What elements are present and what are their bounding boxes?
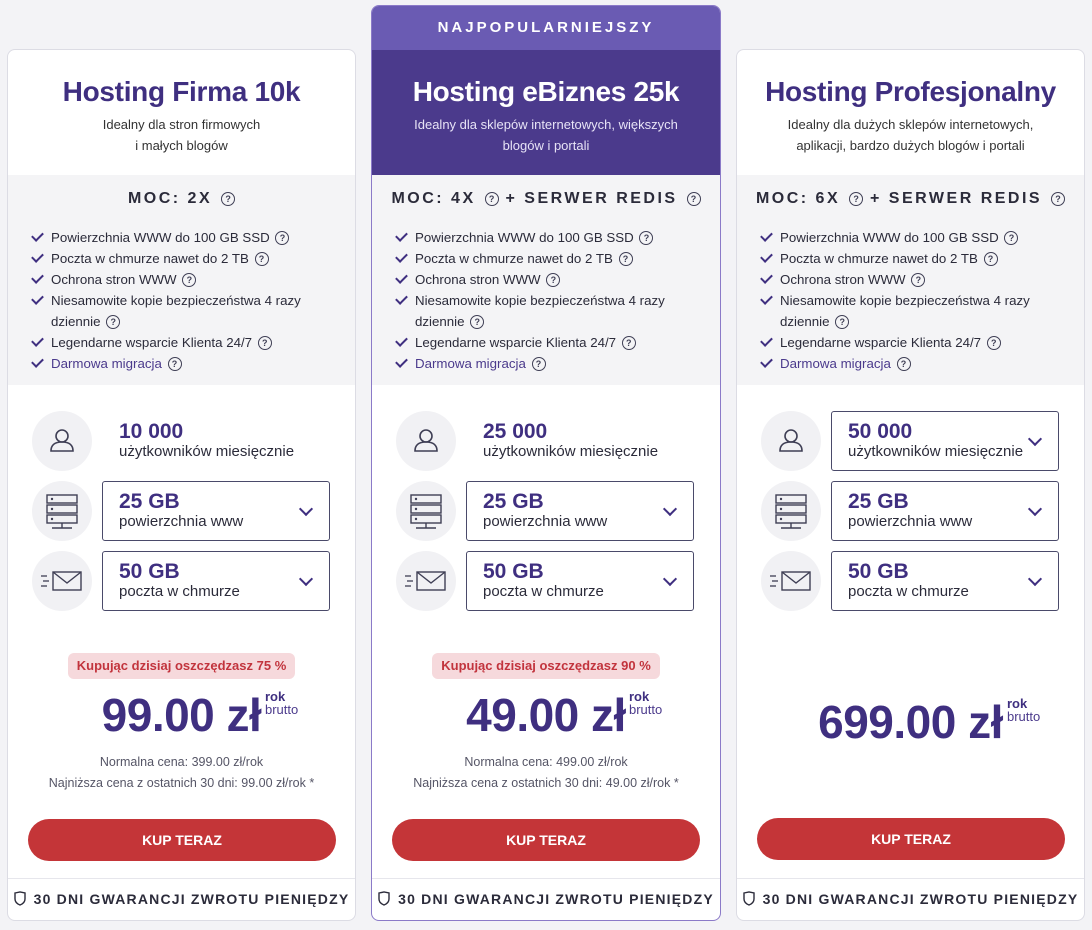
discount-badge: Kupując dzisiaj oszczędzasz 75 % xyxy=(68,653,296,679)
list-item xyxy=(759,227,1066,248)
www-row xyxy=(32,481,355,551)
money-back-guarantee xyxy=(8,878,355,920)
most-popular-ribbon: NAJPOPULARNIEJSZY xyxy=(372,6,720,50)
spec-selectors xyxy=(737,385,1084,621)
feature-text: Legendarne wsparcie Klienta 24/7 xyxy=(51,335,253,350)
www-space-dropdown[interactable] xyxy=(102,481,330,541)
users-value: 25 000 xyxy=(483,420,548,443)
question-circle-icon[interactable]: ? xyxy=(258,336,272,350)
mail-label: poczta w chmurze xyxy=(848,583,969,600)
question-circle-icon[interactable]: ? xyxy=(1004,231,1018,245)
free-migration-link[interactable] xyxy=(30,353,337,374)
mail-space-dropdown[interactable] xyxy=(831,551,1059,611)
users-label: użytkowników miesięcznie xyxy=(119,443,295,460)
user-icon xyxy=(396,411,456,471)
question-circle-icon[interactable]: ? xyxy=(911,273,925,287)
envelope-icon xyxy=(761,551,821,611)
list-item xyxy=(394,290,702,332)
price-period xyxy=(1007,697,1040,723)
price-period xyxy=(265,690,298,716)
check-icon xyxy=(395,229,408,242)
check-icon xyxy=(395,292,408,305)
feature-list xyxy=(372,227,720,374)
power-label xyxy=(737,187,1084,211)
question-circle-icon[interactable]: ? xyxy=(984,252,998,266)
features-section xyxy=(737,175,1084,385)
feature-text: Powierzchnia WWW do 100 GB SSD xyxy=(780,230,999,245)
subtitle-line: aplikacji, bardzo dużych blogów i portali xyxy=(796,138,1025,153)
check-icon xyxy=(395,250,408,263)
list-item xyxy=(30,332,337,353)
price-value: 99.00 zł xyxy=(101,689,262,741)
envelope-icon xyxy=(32,551,92,611)
mail-row xyxy=(396,551,720,621)
power-value: MOC: 4X xyxy=(391,190,476,207)
list-item xyxy=(394,269,702,290)
users-dropdown[interactable] xyxy=(831,411,1059,471)
check-icon xyxy=(31,229,44,242)
question-circle-icon[interactable]: ? xyxy=(639,231,653,245)
list-item xyxy=(759,269,1066,290)
subtitle-line: i małych blogów xyxy=(135,138,228,153)
power-label xyxy=(8,187,355,211)
period-unit: rok xyxy=(1007,696,1028,711)
www-row xyxy=(396,481,720,551)
check-icon xyxy=(760,334,773,347)
www-label: powierzchnia www xyxy=(119,513,244,530)
check-icon xyxy=(31,355,44,368)
power-value: MOC: 2X xyxy=(127,190,213,207)
feature-text: Legendarne wsparcie Klienta 24/7 xyxy=(415,335,617,350)
plan-header xyxy=(8,50,355,175)
question-circle-icon[interactable]: ? xyxy=(987,336,1001,350)
normal-price-info xyxy=(372,752,720,794)
question-circle-icon[interactable]: ? xyxy=(619,252,633,266)
check-icon xyxy=(395,334,408,347)
money-back-guarantee xyxy=(737,878,1084,920)
feature-text: Legendarne wsparcie Klienta 24/7 xyxy=(780,335,982,350)
feature-text: Niesamowite kopie bezpieczeństwa 4 razy dziennie xyxy=(415,293,665,329)
mail-value: 50 GB xyxy=(848,560,909,583)
plan-card-ebiznes-25k xyxy=(371,5,721,921)
price-section xyxy=(737,686,1084,751)
list-item xyxy=(30,290,337,332)
price-value: 699.00 zł xyxy=(818,696,1003,748)
plan-subtitle xyxy=(737,114,1084,156)
power-extra: + SERWER REDIS xyxy=(870,190,1043,207)
mail-row xyxy=(761,551,1084,621)
users-value: 50 000 xyxy=(848,420,913,443)
users-row xyxy=(761,411,1084,481)
question-circle-icon[interactable]: ? xyxy=(897,357,911,371)
list-item xyxy=(759,332,1066,353)
period-gross: brutto xyxy=(629,702,663,717)
users-value: 10 000 xyxy=(119,420,184,443)
feature-text: Ochrona stron WWW xyxy=(780,272,906,287)
www-space-dropdown[interactable] xyxy=(831,481,1059,541)
check-icon xyxy=(31,334,44,347)
power-label xyxy=(372,187,720,211)
normal-price-info xyxy=(8,752,355,794)
mail-label: poczta w chmurze xyxy=(119,583,240,600)
shield-icon xyxy=(378,891,390,906)
free-migration-link[interactable] xyxy=(759,353,1066,374)
question-circle-icon[interactable]: ? xyxy=(221,192,235,206)
buy-now-button[interactable]: KUP TERAZ xyxy=(757,818,1065,860)
buy-now-button[interactable]: KUP TERAZ xyxy=(392,819,700,861)
server-icon xyxy=(761,481,821,541)
plan-header xyxy=(372,50,720,175)
question-circle-icon[interactable]: ? xyxy=(622,336,636,350)
price-line xyxy=(8,686,355,744)
users-label: użytkowników miesięcznie xyxy=(848,443,1024,460)
users-display xyxy=(102,411,330,471)
www-label: powierzchnia www xyxy=(848,513,973,530)
feature-text: Niesamowite kopie bezpieczeństwa 4 razy dziennie xyxy=(51,293,301,329)
www-value: 25 GB xyxy=(483,490,544,513)
list-item xyxy=(759,290,1066,332)
check-icon xyxy=(760,250,773,263)
free-migration-link[interactable] xyxy=(394,353,702,374)
period-gross: brutto xyxy=(265,702,299,717)
mail-label: poczta w chmurze xyxy=(483,583,604,600)
users-row xyxy=(32,411,355,481)
question-circle-icon[interactable]: ? xyxy=(275,231,289,245)
mail-value: 50 GB xyxy=(119,560,180,583)
www-row xyxy=(761,481,1084,551)
period-unit: rok xyxy=(629,689,650,704)
feature-text: Powierzchnia WWW do 100 GB SSD xyxy=(51,230,270,245)
question-circle-icon[interactable]: ? xyxy=(168,357,182,371)
subtitle-line: Idealny dla dużych sklepów internetowych, xyxy=(787,117,1034,132)
server-icon xyxy=(32,481,92,541)
list-item xyxy=(30,269,337,290)
list-item xyxy=(394,248,702,269)
check-icon xyxy=(31,250,44,263)
www-value: 25 GB xyxy=(119,490,180,513)
mail-row xyxy=(32,551,355,621)
question-circle-icon[interactable]: ? xyxy=(532,357,546,371)
price-period xyxy=(629,690,662,716)
check-icon xyxy=(760,292,773,305)
question-circle-icon[interactable]: ? xyxy=(182,273,196,287)
plan-header xyxy=(737,50,1084,175)
question-circle-icon[interactable]: ? xyxy=(546,273,560,287)
envelope-icon xyxy=(396,551,456,611)
feature-text[interactable]: Darmowa migracja xyxy=(780,356,891,371)
check-icon xyxy=(31,271,44,284)
server-icon xyxy=(396,481,456,541)
lowest-price: Najniższa cena z ostatnich 30 dni: 49.00 zł/rok * xyxy=(413,776,679,790)
question-circle-icon[interactable]: ? xyxy=(470,315,484,329)
feature-text: Powierzchnia WWW do 100 GB SSD xyxy=(415,230,634,245)
check-icon xyxy=(760,229,773,242)
plan-subtitle xyxy=(372,114,720,156)
check-icon xyxy=(31,292,44,305)
subtitle-line: Idealny dla stron firmowych xyxy=(102,117,261,132)
power-extra: + SERWER REDIS xyxy=(505,190,678,207)
subtitle-line: Idealny dla sklepów internetowych, większych xyxy=(414,117,678,132)
check-icon xyxy=(395,271,408,284)
shield-icon xyxy=(743,891,755,906)
list-item xyxy=(394,332,702,353)
guarantee-text: 30 DNI GWARANCJI ZWROTU PIENIĘDZY xyxy=(33,891,350,907)
user-icon xyxy=(761,411,821,471)
www-label: powierzchnia www xyxy=(483,513,608,530)
price-line xyxy=(737,693,1084,751)
period-gross: brutto xyxy=(1007,709,1041,724)
normal-price: Normalna cena: 499.00 zł/rok xyxy=(464,755,628,769)
subtitle-line: blogów i portali xyxy=(502,138,590,153)
shield-icon xyxy=(14,891,26,906)
users-row xyxy=(396,411,720,481)
lowest-price: Najniższa cena z ostatnich 30 dni: 99.00 zł/rok * xyxy=(48,776,315,790)
list-item xyxy=(30,248,337,269)
plan-card-firma-10k xyxy=(7,49,356,921)
check-icon xyxy=(395,355,408,368)
list-item xyxy=(759,248,1066,269)
plan-title: Hosting Profesjonalny xyxy=(765,76,1056,107)
discount-badge: Kupując dzisiaj oszczędzasz 90 % xyxy=(432,653,660,679)
mail-space-dropdown[interactable] xyxy=(102,551,330,611)
guarantee-text: 30 DNI GWARANCJI ZWROTU PIENIĘDZY xyxy=(398,891,714,907)
normal-price: Normalna cena: 399.00 zł/rok xyxy=(99,755,264,769)
question-circle-icon[interactable]: ? xyxy=(687,192,701,206)
question-circle-icon[interactable]: ? xyxy=(106,315,120,329)
www-space-dropdown[interactable] xyxy=(466,481,694,541)
features-section xyxy=(372,175,720,385)
question-circle-icon[interactable]: ? xyxy=(849,192,863,206)
plan-subtitle xyxy=(8,114,355,156)
spec-selectors xyxy=(372,385,720,621)
feature-list xyxy=(8,227,355,374)
feature-text: Poczta w chmurze nawet do 2 TB xyxy=(415,251,613,266)
check-icon xyxy=(760,355,773,368)
mail-space-dropdown[interactable] xyxy=(466,551,694,611)
period-unit: rok xyxy=(265,689,286,704)
price-section xyxy=(8,653,355,794)
user-icon xyxy=(32,411,92,471)
feature-text[interactable]: Darmowa migracja xyxy=(51,356,162,371)
feature-text: Ochrona stron WWW xyxy=(415,272,541,287)
question-circle-icon[interactable]: ? xyxy=(835,315,849,329)
plan-title: Hosting eBiznes 25k xyxy=(412,76,680,107)
feature-text: Poczta w chmurze nawet do 2 TB xyxy=(780,251,978,266)
list-item xyxy=(30,227,337,248)
guarantee-text: 30 DNI GWARANCJI ZWROTU PIENIĘDZY xyxy=(762,891,1079,907)
price-line xyxy=(372,686,720,744)
plan-title: Hosting Firma 10k xyxy=(62,76,301,107)
feature-text: Ochrona stron WWW xyxy=(51,272,177,287)
buy-now-button[interactable]: KUP TERAZ xyxy=(28,819,336,861)
users-display xyxy=(466,411,694,471)
price-value: 49.00 zł xyxy=(466,689,626,741)
plan-card-profesjonalny xyxy=(736,49,1085,921)
question-circle-icon[interactable]: ? xyxy=(1051,192,1065,206)
price-section xyxy=(372,653,720,794)
feature-text: Poczta w chmurze nawet do 2 TB xyxy=(51,251,249,266)
check-icon xyxy=(760,271,773,284)
mail-value: 50 GB xyxy=(483,560,544,583)
features-section xyxy=(8,175,355,385)
feature-list xyxy=(737,227,1084,374)
feature-text[interactable]: Darmowa migracja xyxy=(415,356,526,371)
power-value: MOC: 6X xyxy=(755,190,841,207)
list-item xyxy=(394,227,702,248)
www-value: 25 GB xyxy=(848,490,909,513)
feature-text: Niesamowite kopie bezpieczeństwa 4 razy dziennie xyxy=(780,293,1030,329)
question-circle-icon[interactable]: ? xyxy=(255,252,269,266)
spec-selectors xyxy=(8,385,355,621)
money-back-guarantee xyxy=(372,878,720,920)
users-label: użytkowników miesięcznie xyxy=(483,443,659,460)
question-circle-icon[interactable]: ? xyxy=(485,192,499,206)
